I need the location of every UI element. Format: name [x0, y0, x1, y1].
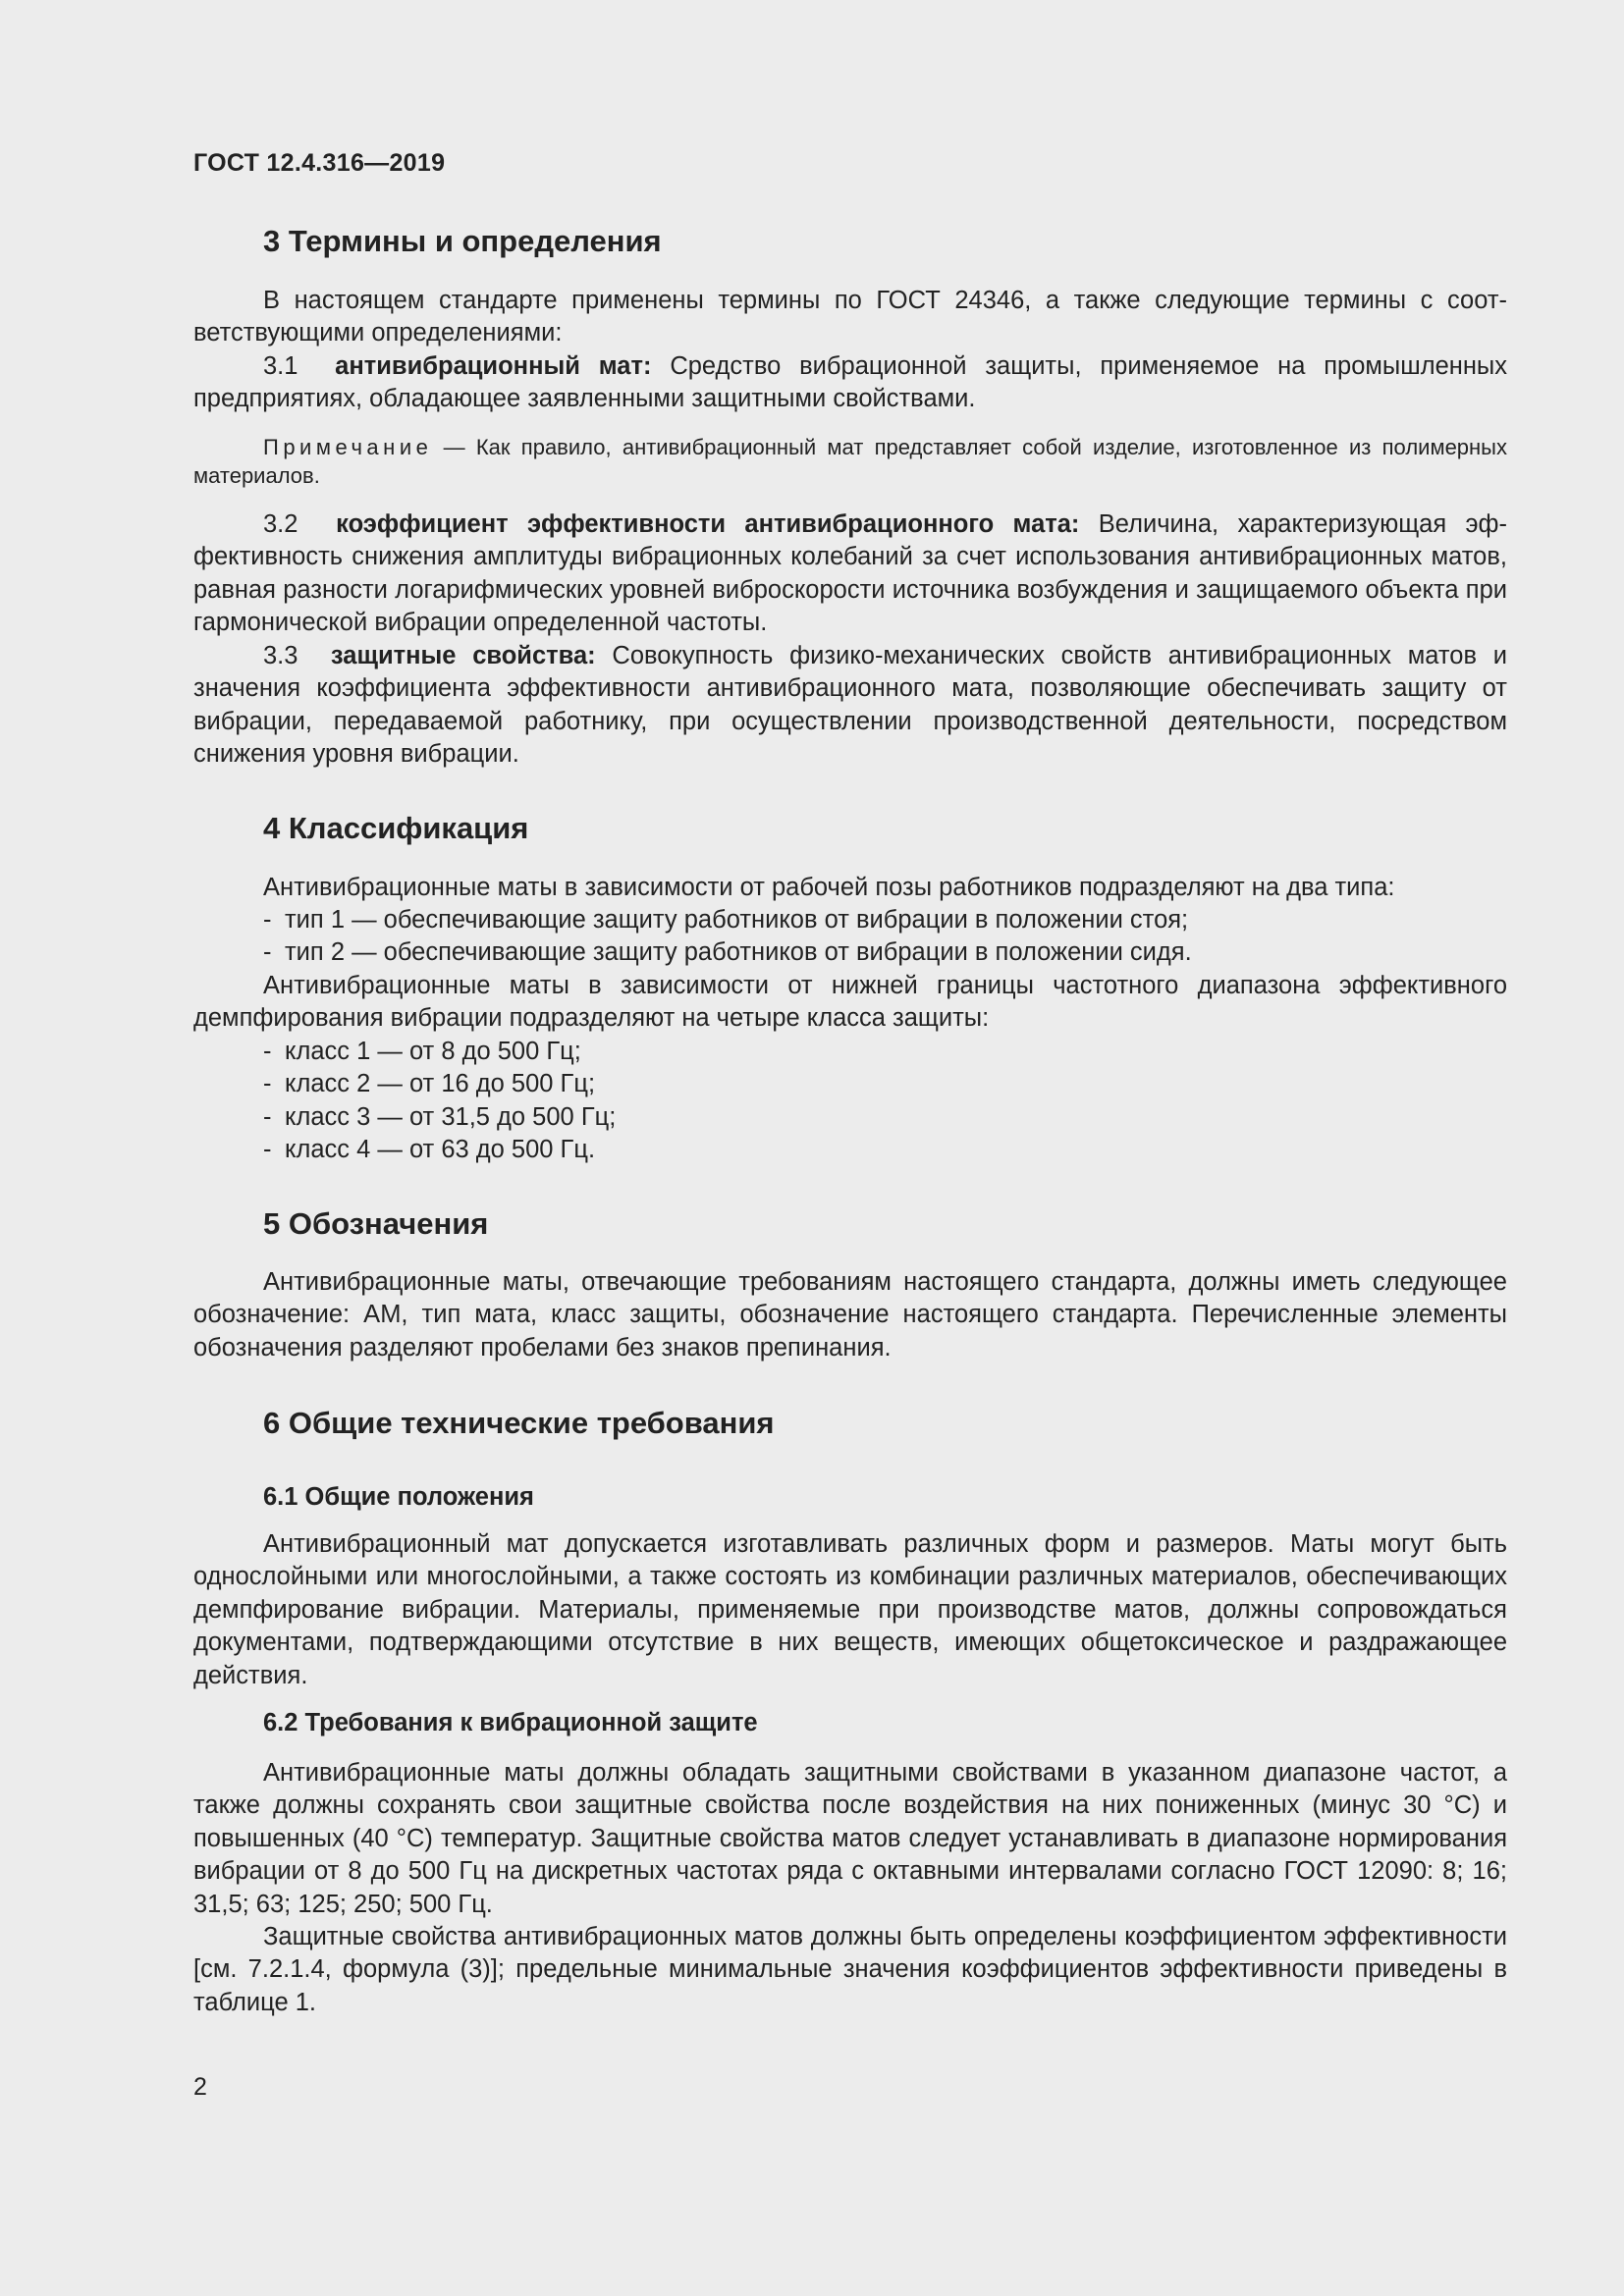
- section-5-heading: 5 Обозначения: [263, 1206, 489, 1241]
- page-number: 2: [193, 2073, 207, 2101]
- list-item: - класс 4 — от 63 до 500 Гц.: [263, 1136, 596, 1164]
- note: [193, 433, 1507, 490]
- subsection-6-2-paragraph-2: Защитные свойства антивибрационных матов должны быть определены коэффициентом эффективности [см. 7.2.1.4, формула (3)]; предельные минимальные значения коэффициентов эффективности приведены в таблице 1.: [193, 1923, 1507, 2016]
- section-3-intro: В настоящем стандарте применены термины по ГОСТ 24346, а также следующие термины с соответствующими определениями:: [193, 287, 1507, 347]
- term-3-2-definition: Величина, характеризующая эффективность снижения амплитуды вибрационных колебаний за счет использования антивибрационных матов, равная разности логарифмических уровней виброскорости источника возбуждения и защищаемого объекта при гармонической вибрации определенной частоты.: [193, 510, 1507, 637]
- subsection-6-2-paragraph-1: Антивибрационные маты должны обладать защитными свойствами в указанном диапазоне частот, а также должны сохранять свои защитные свойства после воздействия на них пониженных (минус 30 °С) и повышенных (40 °С) температур. Защитные свойства матов следует устанавливать в диапазоне нормирования вибрации от 8 до 500 Гц на дискретных частотах ряда с октавными интервалами согласно ГОСТ 12090: 8; 16; 31,5; 63; 125; 250; 500 Гц.: [193, 1759, 1507, 1918]
- term-3-3-definition: Совокупность физико-механических свойств антивибрационных матов и значения коэффициента эффективности антивибрационного мата, позволяющие обеспечивать защиту от вибрации, передаваемой работнику, при осуществлении производственной деятельности, посредством снижения уровня вибрации.: [193, 642, 1507, 769]
- term-3-2-number: 3.2: [263, 510, 298, 538]
- term-3-3-name: защитные свойства:: [330, 642, 596, 669]
- note-text: — Как правило, антивибрационный мат представляет собой изделие, изготовленное из полимерных материалов.: [193, 435, 1507, 488]
- subsection-6-1-paragraph: Антивибрационный мат допускается изготавливать различных форм и размеров. Маты могут быть однослойными или многослойными, а также состоять из комбинации различных материалов, обеспечивающих демпфирование вибрации. Материалы, применяемые при производстве матов, должны сопровождаться документами, подтверждающими отсутствие в них веществ, имеющих общетоксическое и раздражающее действия.: [193, 1530, 1507, 1689]
- term-3-1-definition: Средство вибрационной защиты, применяемое на промышленных предприятиях, обладающее заявленными защитными свойствами.: [193, 352, 1508, 413]
- section-6-heading: 6 Общие технические требования: [263, 1406, 775, 1440]
- term-3-2: [193, 508, 1507, 640]
- list-item: - класс 2 — от 16 до 500 Гц;: [263, 1070, 596, 1098]
- subsection-6-2-heading: 6.2 Требования к вибрационной защите: [263, 1709, 758, 1736]
- types-list: [263, 904, 1192, 970]
- note-label: Примечание: [263, 435, 433, 459]
- classes-list: [263, 1036, 616, 1167]
- subsection-6-1-heading: 6.1 Общие положения: [263, 1483, 534, 1511]
- list-item: - класс 1 — от 8 до 500 Гц;: [263, 1038, 581, 1065]
- term-3-3-number: 3.3: [263, 642, 298, 669]
- term-3-2-name: коэффициент эффективности антивибрационного мата:: [336, 510, 1080, 538]
- list-item: - тип 2 — обеспечивающие защиту работников от вибрации в положении сидя.: [263, 938, 1192, 967]
- section-3-heading: 3 Термины и определения: [263, 224, 662, 258]
- term-3-1-number: 3.1: [263, 352, 298, 380]
- list-item: - тип 1 — обеспечивающие защиту работников от вибрации в положении стоя;: [263, 906, 1189, 934]
- section-4-heading: 4 Классификация: [263, 811, 529, 845]
- running-head: ГОСТ 12.4.316—2019: [193, 149, 446, 177]
- section-5-paragraph: Антивибрационные маты, отвечающие требованиям настоящего стандарта, должны иметь следующее обозначение: АМ, тип мата, класс защиты, обозначение настоящего стандарта. Перечисленные элементы обозначения разделяют пробелами без знаков препинания.: [193, 1268, 1507, 1362]
- term-3-1: [193, 350, 1507, 416]
- list-item: - класс 3 — от 31,5 до 500 Гц;: [263, 1102, 617, 1131]
- section-4-paragraph-1: Антивибрационные маты в зависимости от рабочей позы работников подразделяют на два типа:: [263, 874, 1395, 901]
- term-3-3: [193, 640, 1507, 772]
- section-4-paragraph-2: Антивибрационные маты в зависимости от нижней границы частотного диапазона эффективного демпфирования вибрации подразделяют на четыре класса защиты:: [193, 972, 1507, 1033]
- term-3-1-name: антивибрационный мат:: [335, 352, 652, 380]
